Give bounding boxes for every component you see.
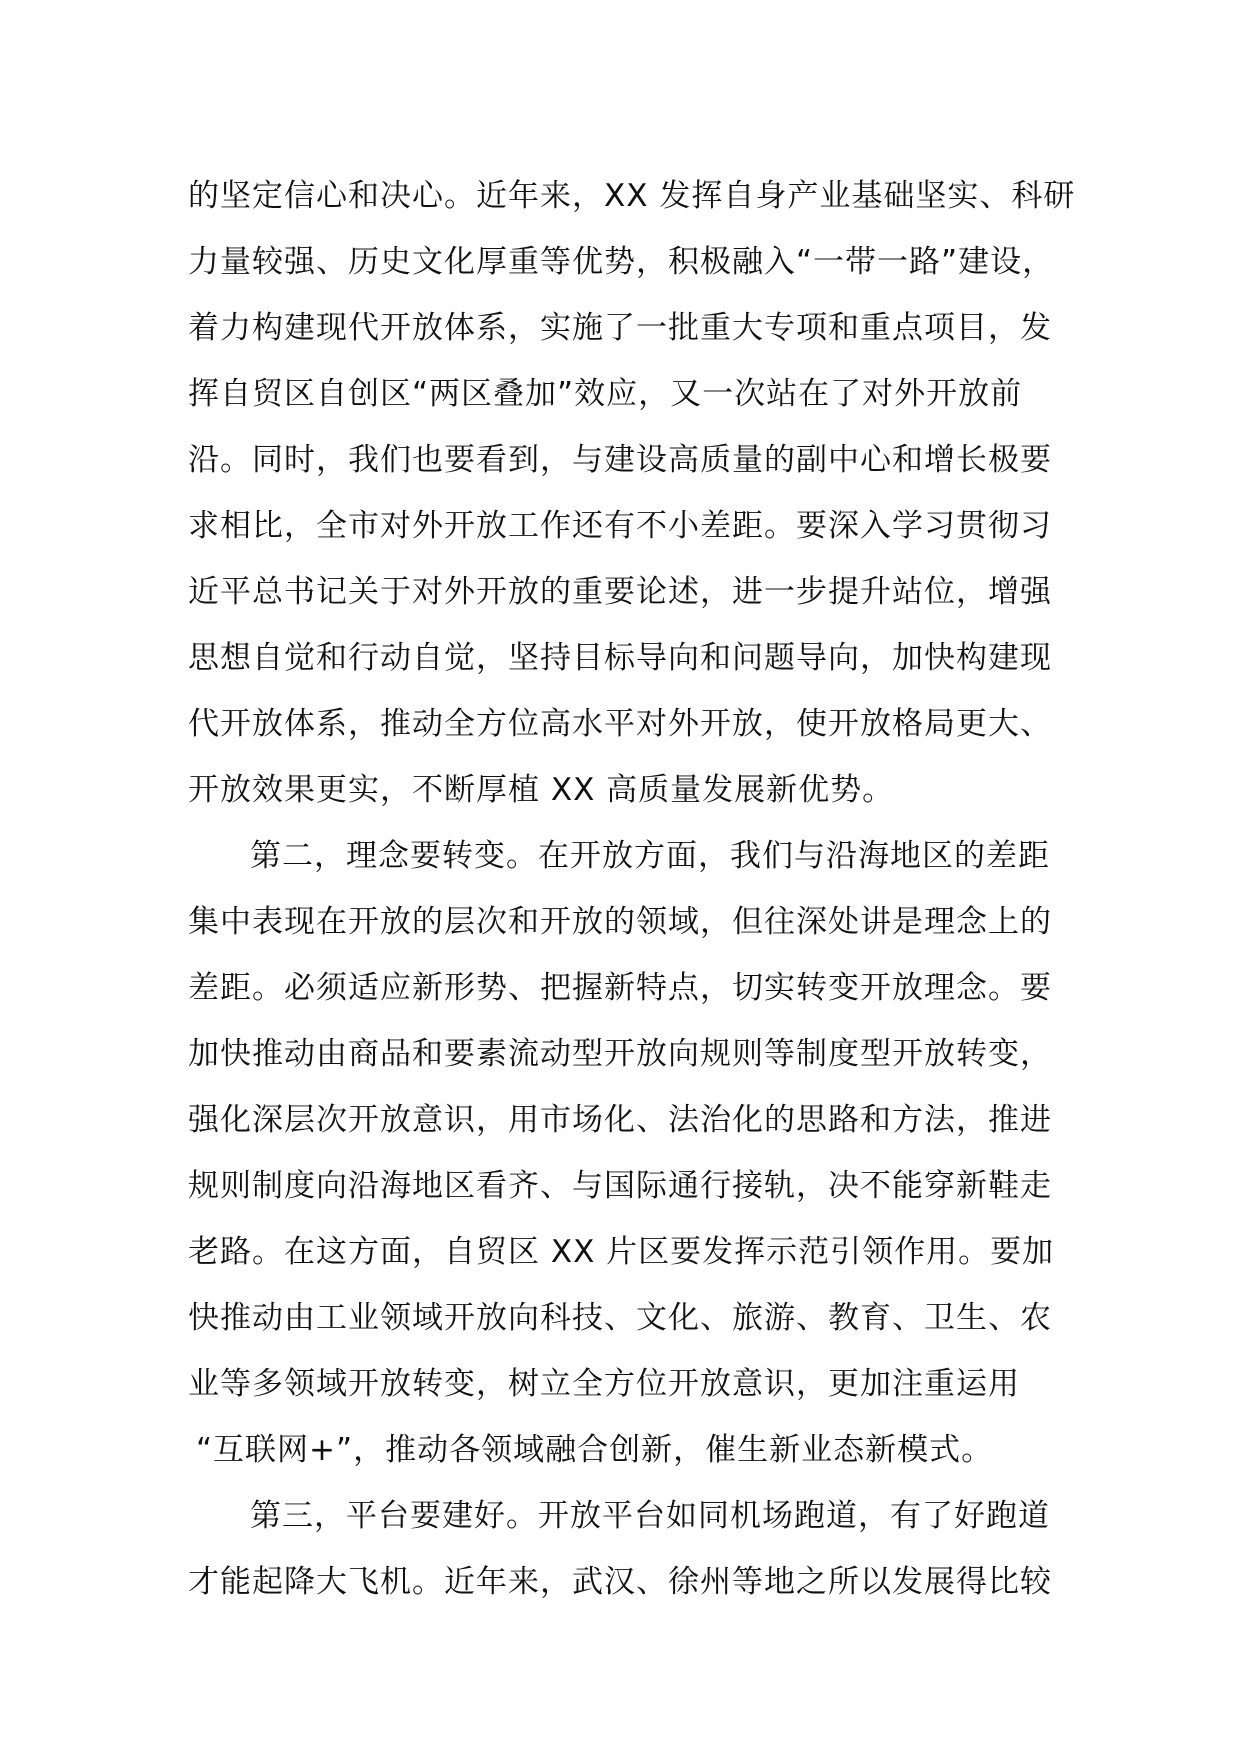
paragraph-start-line: 第三，平台要建好。开放平台如同机场跑道，有了好跑道 bbox=[250, 1498, 1050, 1534]
text-line: 的坚定信心和决心。近年来，XX 发挥自身产业基础坚实、科研 bbox=[188, 178, 1076, 214]
text-line: 沿。同时，我们也要看到，与建设高质量的副中心和增长极要 bbox=[188, 442, 1052, 478]
text-line: 规则制度向沿海地区看齐、与国际通行接轨，决不能穿新鞋走 bbox=[188, 1168, 1052, 1204]
text-line: 业等多领域开放转变，树立全方位开放意识，更加注重运用 bbox=[188, 1366, 1020, 1402]
text-line: 才能起降大飞机。近年来，武汉、徐州等地之所以发展得比较 bbox=[188, 1564, 1052, 1600]
text-line: 代开放体系，推动全方位高水平对外开放，使开放格局更大、 bbox=[188, 706, 1052, 742]
text-line: 近平总书记关于对外开放的重要论述，进一步提升站位，增强 bbox=[188, 574, 1052, 610]
text-line: 力量较强、历史文化厚重等优势，积极融入“一带一路”建设， bbox=[188, 244, 1055, 280]
text-line: “互联网+”，推动各领域融合创新，催生新业态新模式。 bbox=[196, 1432, 994, 1468]
text-line: 集中表现在开放的层次和开放的领域，但往深处讲是理念上的 bbox=[188, 904, 1052, 940]
document-body bbox=[188, 163, 1076, 1615]
text-line: 快推动由工业领域开放向科技、文化、旅游、教育、卫生、农 bbox=[188, 1300, 1052, 1336]
text-line: 着力构建现代开放体系，实施了一批重大专项和重点项目，发 bbox=[188, 310, 1052, 346]
text-line: 差距。必须适应新形势、把握新特点，切实转变开放理念。要 bbox=[188, 970, 1052, 1006]
text-line: 开放效果更实，不断厚植 XX 高质量发展新优势。 bbox=[188, 772, 895, 808]
paragraph-start-line: 第二，理念要转变。在开放方面，我们与沿海地区的差距 bbox=[250, 838, 1050, 874]
text-line: 求相比，全市对外开放工作还有不小差距。要深入学习贯彻习 bbox=[188, 508, 1052, 544]
text-line: 老路。在这方面，自贸区 XX 片区要发挥示范引领作用。要加 bbox=[188, 1234, 1055, 1270]
text-line: 加快推动由商品和要素流动型开放向规则等制度型开放转变， bbox=[188, 1036, 1052, 1072]
text-line: 挥自贸区自创区“两区叠加”效应，又一次站在了对外开放前 bbox=[188, 376, 1023, 412]
text-line: 思想自觉和行动自觉，坚持目标导向和问题导向，加快构建现 bbox=[188, 640, 1052, 676]
text-line: 强化深层次开放意识，用市场化、法治化的思路和方法，推进 bbox=[188, 1102, 1052, 1138]
